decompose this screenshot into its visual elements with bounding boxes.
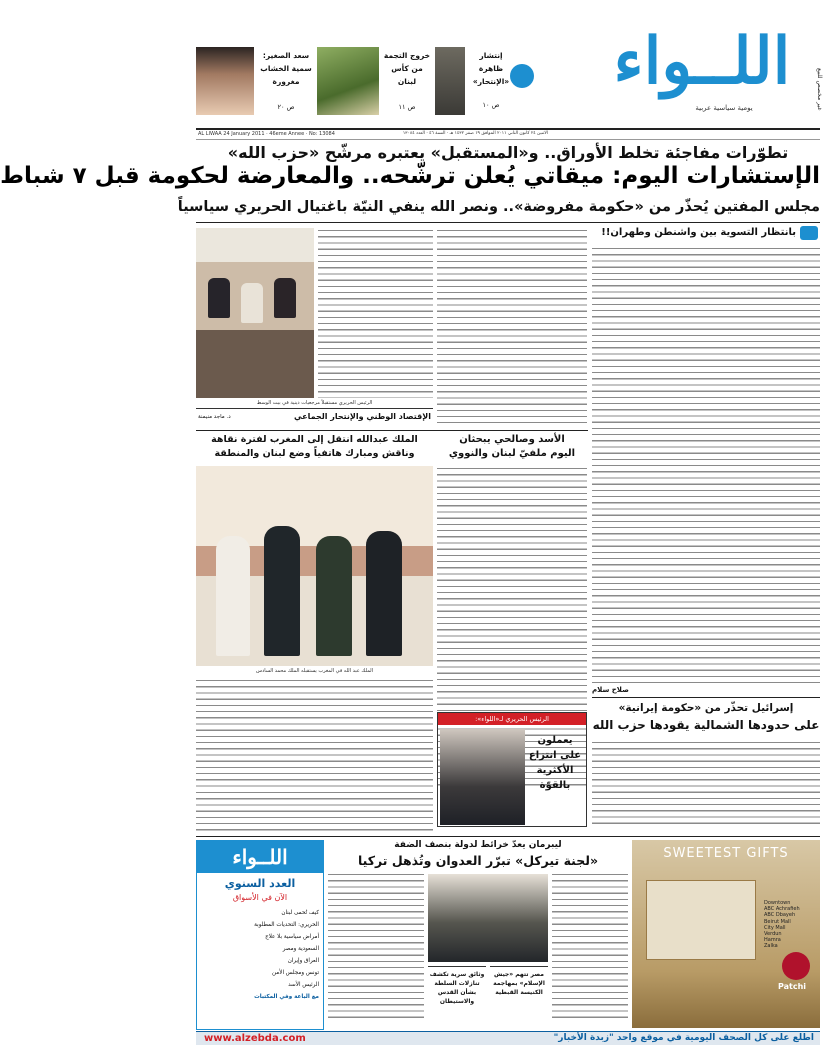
ad-lines: Downtown ABC Achrafieh ABC Dbayeh Beirut Mall City Mall Verdun Hamra Zalka bbox=[764, 900, 800, 950]
teaser-page: ص ١٠ bbox=[482, 101, 500, 109]
teaser-church[interactable] bbox=[490, 966, 548, 1022]
deck-rule bbox=[196, 222, 820, 223]
footer-slogan: اطلع على كل الصحف اليومية في موقع واحد "زبدة الأخبار" bbox=[553, 1033, 814, 1043]
teaser-leaks[interactable] bbox=[428, 966, 486, 1022]
list-item: السعودية ومصر bbox=[282, 946, 319, 952]
dateline-en: AL LIWAA 24 January 2011 · 46eme Annee · No: 13084 bbox=[198, 131, 335, 137]
analysis-logo-icon bbox=[800, 226, 818, 240]
ad-brand: Patchi bbox=[777, 982, 807, 991]
economy-box-author: د. ماجد منيمنة bbox=[198, 414, 231, 420]
analysis-title: بانتظار التسوية بين واشنطن وطهران!! bbox=[601, 227, 796, 238]
lieberman-text-2 bbox=[552, 872, 628, 1022]
teaser-photo bbox=[435, 47, 465, 115]
israel-subtitle[interactable]: على حدودها الشمالية يقودها حزب الله bbox=[592, 718, 820, 732]
economy-box-title: الإقتصاد الوطني والإنتحار الجماعي bbox=[294, 412, 431, 421]
morocco-text bbox=[196, 678, 433, 788]
hariri-box-title: يعملون على انتزاع الأكثرية بالقوّة bbox=[528, 735, 582, 791]
hariri-box-label: الرئيس الحريري لـ«اللواء»: bbox=[438, 713, 586, 725]
right-rule bbox=[592, 697, 820, 698]
annual-subtitle: الآن في الأسواق bbox=[232, 893, 288, 902]
gift-box bbox=[646, 880, 756, 960]
teaser-singer[interactable] bbox=[196, 47, 314, 117]
teaser-suicide[interactable] bbox=[435, 47, 515, 117]
teaser-title: خروج التجمة من كأس لبنان bbox=[383, 51, 431, 86]
photo-caption: الرئيس الحريري مستقبلاً مرجعيات دينية في بيت الوسط bbox=[256, 400, 373, 406]
dateline-rule bbox=[196, 128, 820, 130]
economy-box[interactable] bbox=[196, 408, 433, 428]
top-kicker[interactable]: تطوّرات مفاجئة تخلط الأوراق.. و«المستقبل» يعتبره مرشّح «حزب الله» bbox=[227, 143, 789, 162]
top-deck[interactable]: مجلس المفتين يُحذّر من «حكومة مفروضة».. ونصر الله ينفي النيّة باغتيال الحريري سياسياً bbox=[177, 199, 820, 215]
side-tag: غير مخصص للبيع bbox=[816, 67, 823, 110]
lieberman-kicker[interactable]: ليبرمان يعدّ خرائط لدولة بنصف الضفة bbox=[394, 840, 562, 850]
analysis-heading[interactable] bbox=[592, 226, 820, 242]
teaser-page: ص ٢٠ bbox=[277, 103, 295, 111]
analysis-text bbox=[592, 246, 820, 684]
top-headline[interactable]: الإستشارات اليوم: ميقاتي يُعلن ترشّحه.. والمعارضة لحكومة قبل ٧ شباط bbox=[0, 163, 820, 189]
analysis-author: صلاح سلام bbox=[592, 686, 629, 694]
ad-title: SWEETEST GIFTS bbox=[663, 846, 789, 861]
annual-logo: اللــواء bbox=[197, 841, 323, 873]
masthead bbox=[192, 0, 824, 120]
israel-text bbox=[592, 740, 820, 825]
list-item: مع الباعة وفي المكتبات bbox=[254, 994, 319, 1000]
list-item: أمراض سياسية بلا علاج bbox=[265, 934, 319, 940]
teaser-church-title: مصر تتهم «جيش الإسلام» بمهاجمة الكنيسة القبطية bbox=[493, 971, 545, 996]
logo: اللــواء bbox=[613, 24, 791, 99]
morocco-caption: الملك عبد الله في المغرب يستقبله الملك محمد السادس bbox=[255, 668, 374, 674]
list-item: العراق وإيران bbox=[287, 958, 319, 964]
lower-left-text bbox=[196, 790, 433, 835]
tagline: يومية سياسية عربية bbox=[695, 104, 753, 112]
hariri-clerics-photo bbox=[196, 228, 314, 398]
morocco-subtitle[interactable]: وناقش ومبارك هاتفياً وضع لبنان والمنطقة bbox=[214, 448, 415, 459]
lower-rule bbox=[196, 836, 820, 837]
teaser-title: سعد الصغير: سمية الخشاب مغرورة bbox=[260, 51, 312, 86]
middle-text bbox=[437, 228, 587, 423]
list-item: الرئيس الأسد bbox=[288, 982, 319, 988]
morocco-title[interactable]: الملك عبدالله انتقل إلى المغرب لفترة نقاهة bbox=[211, 434, 418, 445]
list-item: الحريري: التحديات المطلوبة bbox=[254, 922, 319, 928]
assad-title[interactable]: الأسد وصالحي يبحثان bbox=[459, 434, 565, 445]
lieberman-title[interactable]: «لجنة تيركل» تبرّر العدوان وتُذهل تركيا bbox=[357, 853, 599, 868]
row-rule bbox=[196, 430, 588, 431]
annual-items bbox=[201, 907, 319, 1003]
photo-side-text bbox=[318, 228, 433, 398]
israel-title[interactable]: إسرائيل تحذّر من «حكومة إيرانية» bbox=[618, 702, 794, 714]
dateline-rule-bottom bbox=[196, 139, 820, 140]
assad-subtitle[interactable]: اليوم ملفيّ لبنان والنووي bbox=[448, 448, 576, 459]
footer-site[interactable]: www.alzebda.com bbox=[204, 1033, 306, 1044]
patchi-ad[interactable] bbox=[632, 840, 820, 1028]
lieberman-photo bbox=[428, 874, 548, 962]
dateline-ar: الاثنين ٢٤ كانون الثاني ٢٠١١ الموافق ١٩ صفر ١٤٣٢ هـ · السنة ٤٦ · العدد ١٣٠٨٤ bbox=[402, 131, 548, 136]
hariri-box[interactable] bbox=[437, 712, 587, 827]
footer-bar bbox=[196, 1031, 820, 1045]
teaser-photo bbox=[196, 47, 254, 115]
teaser-football[interactable] bbox=[317, 47, 432, 117]
patchi-logo-icon bbox=[782, 952, 810, 980]
teaser-photo bbox=[317, 47, 379, 115]
annual-title: العدد السنوي bbox=[224, 877, 296, 890]
hariri-photo bbox=[440, 729, 525, 825]
lieberman-text bbox=[328, 872, 424, 1022]
morocco-photo bbox=[196, 466, 433, 666]
teaser-leaks-title: وثائق سرية تكشف تنازلات السلطة بشأن القدس والاستيطان bbox=[429, 971, 485, 1005]
teaser-title: إنتشار ظاهرة «الإنتحار» bbox=[472, 51, 510, 86]
list-item: كيف تُحمى لبنان bbox=[281, 910, 319, 916]
annual-box[interactable] bbox=[196, 840, 324, 1030]
teaser-page: ص ١١ bbox=[398, 103, 416, 111]
list-item: تونس ومجلس الأمن bbox=[272, 970, 319, 976]
